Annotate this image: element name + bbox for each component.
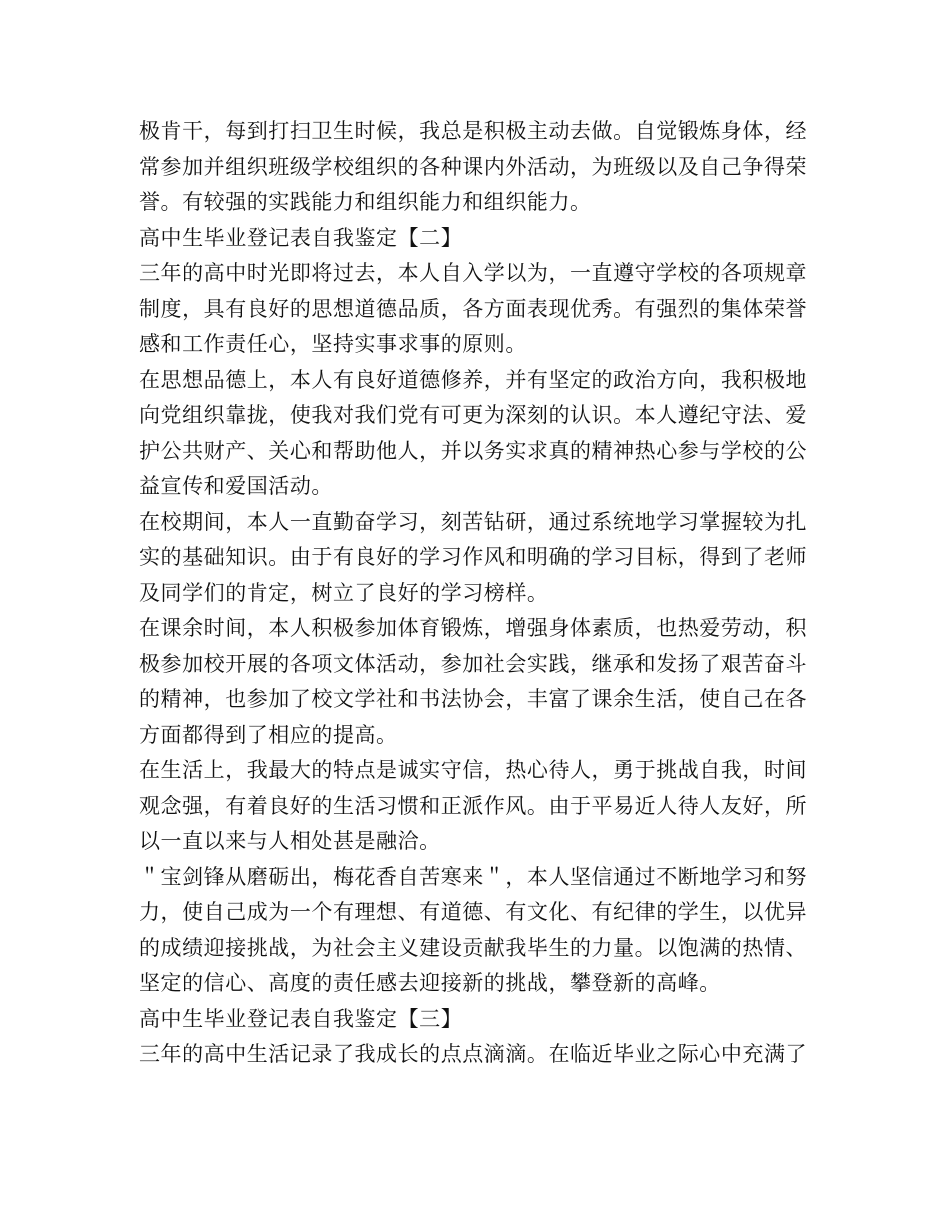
paragraph-line: 实的基础知识。由于有良好的学习作风和明确的学习目标，得到了老师 [139, 545, 808, 569]
paragraph-line: 坚定的信心、高度的责任感去迎接新的挑战，攀登新的高峰。 [139, 971, 721, 995]
paragraph-line: 的精神，也参加了校文学社和书法协会，丰富了课余生活，使自己在各 [139, 687, 808, 711]
paragraph-line: 在思想品德上，本人有良好道德修养，并有坚定的政治方向，我积极地 [139, 367, 808, 392]
section-heading: 高中生毕业登记表自我鉴定【三】 [139, 1006, 463, 1031]
paragraph-line: 誉。有较强的实践能力和组织能力和组织能力。 [139, 190, 592, 214]
paragraph-line: 及同学们的肯定，树立了良好的学习榜样。 [139, 580, 549, 605]
paragraph-line: 以一直以来与人相处甚是融洽。 [139, 829, 441, 853]
section-heading: 高中生毕业登记表自我鉴定【二】 [139, 225, 463, 250]
document-body [139, 114, 819, 1073]
paragraph-line: 护公共财产、关心和帮助他人，并以务实求真的精神热心参与学校的公 [139, 438, 808, 463]
paragraph-line: 三年的高中时光即将过去，本人自入学以为，一直遵守学校的各项规章 [139, 261, 808, 285]
paragraph-line: 极参加校开展的各项文体活动，参加社会实践，继承和发扬了艰苦奋斗 [139, 651, 808, 676]
paragraph-line: 制度，具有良好的思想道德品质，各方面表现优秀。有强烈的集体荣誉 [139, 296, 808, 321]
paragraph-line: 三年的高中生活记录了我成长的点点滴滴。在临近毕业之际心中充满了 [139, 1042, 808, 1066]
paragraph-line: 常参加并组织班级学校组织的各种课内外活动，为班级以及自己争得荣 [139, 154, 808, 179]
paragraph-line: 在课余时间，本人积极参加体育锻炼，增强身体素质，也热爱劳动，积 [139, 616, 808, 640]
paragraph-line: 方面都得到了相应的提高。 [139, 722, 398, 747]
paragraph-line: 在校期间，本人一直勤奋学习，刻苦钻研，通过系统地学习掌握较为扎 [139, 509, 808, 534]
paragraph-line: 在生活上，我最大的特点是诚实守信，热心待人，勇于挑战自我，时间 [139, 758, 808, 782]
paragraph-line: 益宣传和爱国活动。 [139, 474, 333, 498]
paragraph-line: 极肯干，每到打扫卫生时候，我总是积极主动去做。自觉锻炼身体，经 [139, 119, 808, 143]
paragraph-line: 向党组织靠拢，使我对我们党有可更为深刻的认识。本人遵纪守法、爱 [139, 403, 808, 427]
paragraph-line: 的成绩迎接挑战，为社会主义建设贡献我毕生的力量。以饱满的热情、 [139, 935, 808, 960]
paragraph-line: 力，使自己成为一个有理想、有道德、有文化、有纪律的学生，以优异 [139, 900, 808, 924]
paragraph-line: ＂宝剑锋从磨砺出，梅花香自苦寒来＂，本人坚信通过不断地学习和努 [139, 864, 808, 889]
paragraph-line: 观念强，有着良好的生活习惯和正派作风。由于平易近人待人友好，所 [139, 793, 808, 818]
paragraph-line: 感和工作责任心，坚持实事求事的原则。 [139, 332, 527, 356]
